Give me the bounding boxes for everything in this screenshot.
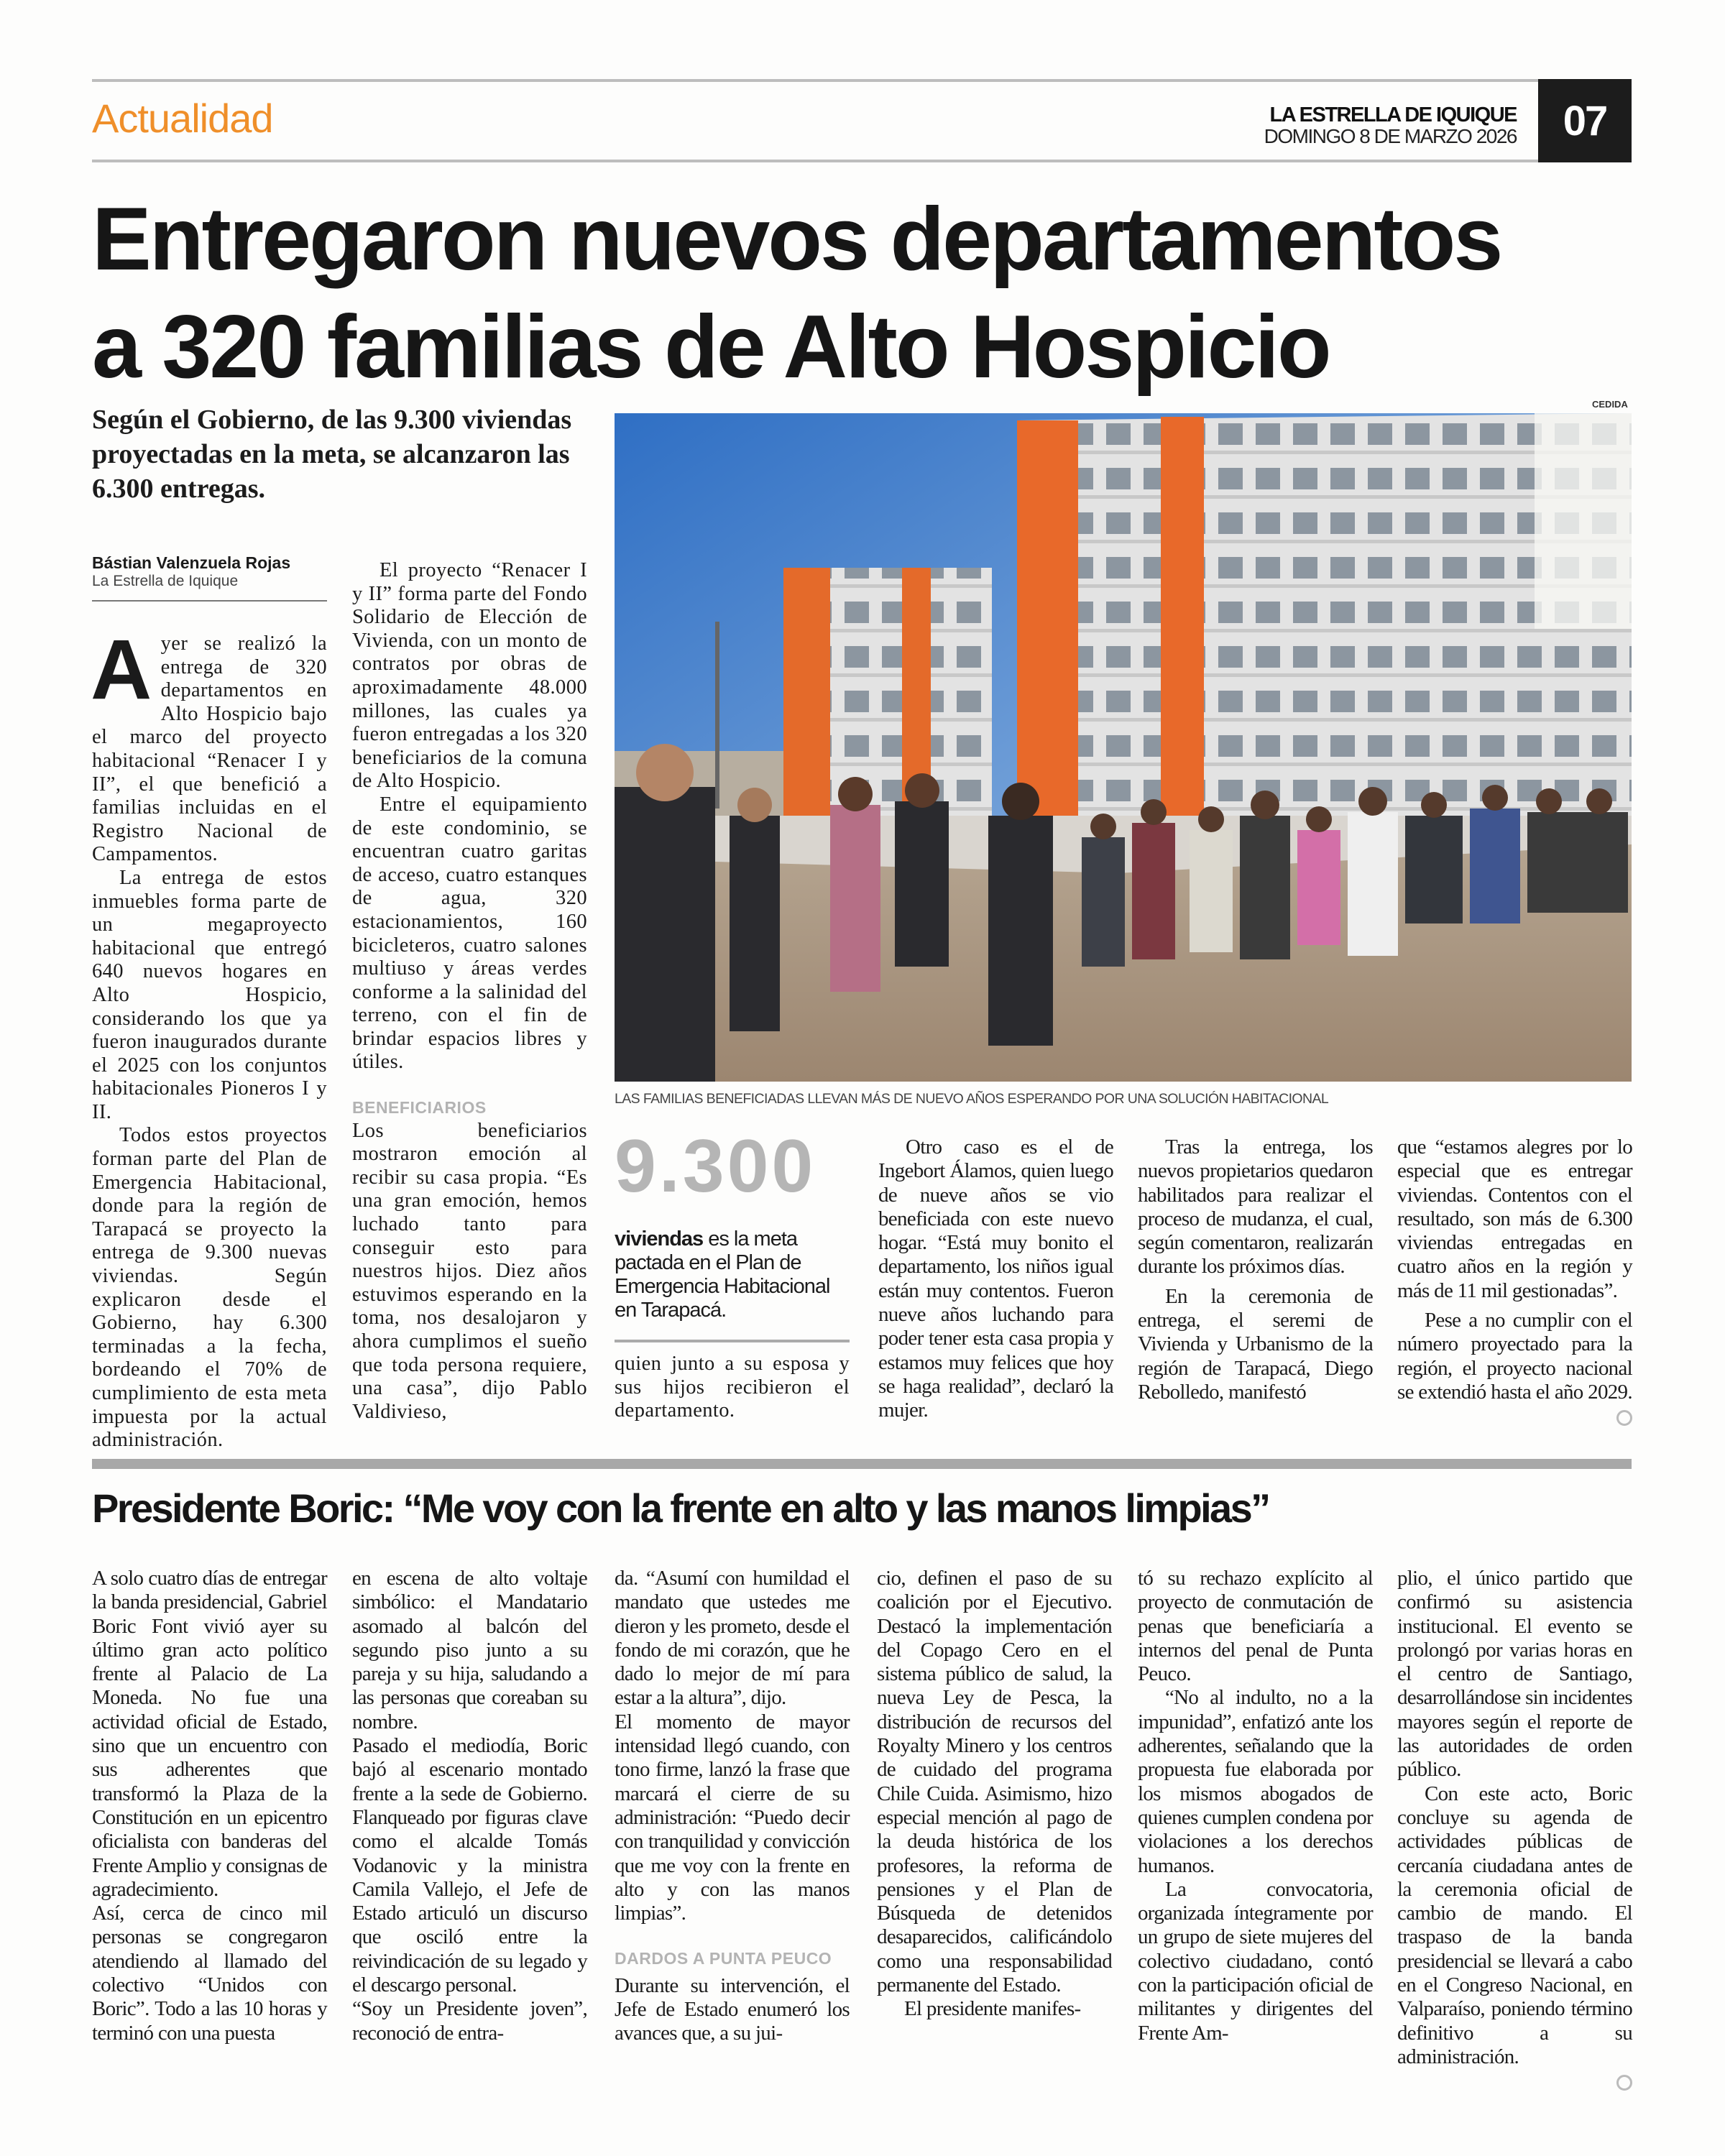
paragraph: Tras la entrega, los nuevos propietarios quedaron habilitados para realizar el proceso de mudanza, el cual, según comentaron, realizarán durante los próximos días.	[1138, 1135, 1373, 1279]
paragraph: Entre el equipamiento de este condominio, se encuentran cuatro garitas de acceso, cuatro estanques de agua, 320 estacionamientos, 160 bicicleteros, cuatro salones multiuso y áreas verdes conforme a la salinidad del terreno, con el fin de brindar espacios libres y útiles.	[352, 793, 587, 1074]
newspaper-name: LA ESTRELLA DE IQUIQUE	[1269, 103, 1517, 126]
article-divider	[92, 1459, 1632, 1469]
article1-column-3	[615, 1353, 850, 1423]
headline-line-1: Entregaron nuevos departamentos	[92, 190, 1501, 289]
stat-text: es la meta pactada en el Plan de Emergencia Habitacional en Tarapacá.	[615, 1227, 830, 1322]
masthead	[1264, 104, 1517, 147]
paragraph: Así, cerca de cinco mil personas se congregaron atendiendo al llamado del colectivo “Unidos con Boric”. Todo a las 10 horas y terminó con una puesta	[92, 1902, 327, 2045]
paragraph: Durante su intervención, el Jefe de Estado enumeró los avances que, a su jui-	[615, 1973, 850, 2045]
news-photo-housing-delivery	[615, 413, 1632, 1082]
paragraph: “No al indulto, no a la impunidad”, enfatizó ante los adherentes, señalando que la propuesta fue elaborada por los mismos abogados de quienes cumplen condena por violaciones a los derechos humanos.	[1138, 1686, 1373, 1877]
drop-cap: A	[91, 622, 152, 717]
paragraph: Otro caso es el de Ingebort Álamos, quien luego de nueve años se vio beneficiada con este nuevo hogar. “Está muy bonito el departamento, los niños igual están muy contentos. Fueron nueve años luchando para poder tener esta casa propia y estamos muy felices que hoy se haga realidad”, declaró la mujer.	[878, 1135, 1113, 1422]
issue-date: DOMINGO 8 DE MARZO 2026	[1264, 125, 1517, 147]
article2-column-4	[877, 1567, 1112, 2022]
paragraph	[1397, 1309, 1632, 1404]
article1-column-4	[878, 1135, 1113, 1423]
paragraph: que “estamos alegres por lo especial que es entregar viviendas. Contentos con el resultado, son más de 6.300 viviendas entregadas en cuatro años en la región y más de 11 mil gestionadas”.	[1397, 1135, 1632, 1302]
paragraph: El momento de mayor intensidad llegó cuando, con tono firme, lanzó la frase que marcará el cierre de su administración: “Puedo decir con tranquilidad y convicción que me voy con la frente en alto y con las manos limpias”.	[615, 1710, 850, 1925]
photo-caption: LAS FAMILIAS BENEFICIADAS LLEVAN MÁS DE NUEVO AÑOS ESPERANDO POR UNA SOLUCIÓN HABITACIONAL	[615, 1091, 1329, 1107]
stat-description	[615, 1227, 850, 1342]
article2-column-3	[615, 1567, 850, 2046]
article2-column-2	[352, 1567, 587, 2045]
author-outlet: La Estrella de Iquique	[92, 573, 239, 589]
paragraph: El proyecto “Renacer I y II” forma parte del Fondo Solidario de Elección de Vivienda, con un monto de contratos por obras de aproximadamente 48.000 millones, las cuales ya fueron entregadas a los 320 beneficiarios de la comuna de Alto Hospicio.	[352, 559, 587, 793]
article2-column-1	[92, 1567, 327, 2045]
paragraph: Con este acto, Boric concluye su agenda de actividades públicas de cercanía ciudadana antes de la ceremonia oficial de cambio de mando. El traspaso de la banda presidencial se llevará a cabo en el Congreso Nacional, en Valparaíso, poniendo término definitivo a su administración.	[1397, 1782, 1632, 2068]
small-building	[783, 568, 992, 819]
paragraph: tó su rechazo explícito al proyecto de conmutación de penas que beneficiaría a internos del penal de Punta Peuco.	[1138, 1567, 1373, 1686]
paragraph: Pasado el mediodía, Boric bajó al escenario montado frente a la sede de Gobierno. Flanqueado por figuras clave como el alcalde Tomás Vodanovic y la ministra Camila Vallejo, el Jefe de Estado articuló un discurso que osciló entre la reivindicación de su legado y el descargo personal.	[352, 1734, 587, 1997]
paragraph: Los beneficiarios mostraron emoción al recibir su casa propia. “Es una gran emoción, hemos luchado tanto para conseguir esto para nuestros hijos. Diez años estuvimos esperando en la toma, nos desalojaron y ahora cumplimos el sueño que toda persona requiere, una casa”, dijo Pablo Valdivieso,	[352, 1119, 587, 1423]
stat-number: 9.300	[615, 1125, 816, 1208]
subheading-beneficiarios: BENEFICIARIOS	[352, 1098, 487, 1118]
paragraph: plio, el único partido que confirmó su asistencia institucional. El evento se prolongó por varias horas en el centro de Santiago, desarrollándose sin incidentes mayores según el reporte de las autoridades de orden público.	[1397, 1567, 1632, 1782]
paragraph: quien junto a su esposa y sus hijos recibieron el departamento.	[615, 1353, 850, 1422]
large-building	[1017, 413, 1632, 816]
article1-column-1	[91, 622, 327, 1452]
paragraph: En la ceremonia de entrega, el seremi de Vivienda y Urbanismo de la región de Tarapacá, Diego Rebolledo, manifestó	[1138, 1284, 1373, 1404]
photo-credit: CEDIDA	[1592, 399, 1628, 410]
article2-column-6	[1397, 1567, 1632, 2091]
article1-column-5	[1138, 1135, 1373, 1404]
top-rule	[92, 79, 1538, 82]
paragraph: cio, definen el paso de su coalición por el Ejecutivo. Destacó la implementación del Copago Cero en el sistema público de salud, la nueva Ley de Pesca, la distribución de recursos del Royalty Minero y los centros de cuidado del programa Chile Cuida. Asimismo, hizo especial mención al pago de la deuda histórica de los profesores, la reforma de pensiones y el Plan de Búsqueda de detenidos desaparecidos, calificándolo como una responsabilidad permanente del Estado.	[877, 1567, 1112, 1997]
article1-column-6	[1397, 1135, 1632, 1426]
author-name: Bástian Valenzuela Rojas	[92, 553, 291, 572]
page-number: 07	[1538, 79, 1632, 162]
end-of-article-icon	[1616, 1410, 1632, 1426]
paragraph: “Soy un Presidente joven”, reconoció de entra-	[352, 1997, 587, 2045]
stat-bold: viviendas	[615, 1227, 704, 1250]
paragraph: La convocatoria, organizada íntegramente por un grupo de siete mujeres del colectivo ciudadano, contó con la participación oficial de militantes y dirigentes del Frente Am-	[1138, 1877, 1373, 2045]
byline	[92, 553, 327, 602]
paragraph: en escena de alto voltaje simbólico: el Mandatario asomado al balcón del segundo piso junto a su pareja y su hija, saludando a las personas que coreaban su nombre.	[352, 1567, 587, 1733]
headline-line-2: a 320 familias de Alto Hospicio	[92, 298, 1330, 397]
article1-column-2	[352, 559, 587, 1424]
main-headline	[92, 185, 1637, 401]
stat-callout	[615, 1127, 850, 1423]
secondary-headline: Presidente Boric: “Me voy con la frente en alto y las manos limpias”	[92, 1485, 1269, 1531]
paragraph: El presidente manifes-	[904, 1997, 1081, 2021]
paragraph: yer se realizó la entrega de 320 departamentos en Alto Hospicio bajo el marco del proyecto habitacional “Renacer I y II”, el que benefició a familias incluidas en el Registro Nacional de Campamentos.	[92, 632, 327, 866]
subtitle: Según el Gobierno, de las 9.300 viviendas proyectadas en la meta, se alcanzaron las 6.300 entregas.	[92, 405, 572, 504]
paragraph: A solo cuatro días de entregar la banda presidencial, Gabriel Boric Font vivió ayer su último gran acto político frente al Palacio de La Moneda. No fue una actividad oficial de Estado, sino que un encuentro con sus adherentes que transformó la Plaza de la Constitución en un epicentro oficialista con banderas del Frente Amplio y consignas de agradecimiento.	[92, 1567, 327, 1901]
section-title: Actualidad	[92, 96, 273, 141]
paragraph: da. “Asumí con humildad el mandato que ustedes me dieron y les prometo, desde el fondo de mi corazón, que he dado lo mejor de mí para estar a la altura”, dijo.	[615, 1567, 850, 1710]
paragraph: La entrega de estos inmuebles forma parte de un megaproyecto habitacional que entregó 640 nuevos hogares en Alto Hospicio, considerando los que ya fueron inaugurados durante el 2025 con los conjuntos habitacionales Pioneros I y II.	[92, 866, 327, 1123]
subheading: DARDOS A PUNTA PEUCO	[615, 1949, 832, 1968]
article2-column-5	[1138, 1567, 1373, 2045]
street-lamp	[715, 622, 719, 808]
header-bottom-rule	[92, 160, 1632, 162]
paragraph-text: Pese a no cumplir con el número proyectado para la región, el proyecto nacional se extendió hasta el año 2029.	[1397, 1309, 1632, 1404]
end-of-article-icon	[1616, 2075, 1632, 2091]
paragraph: Todos estos proyectos forman parte del Plan de Emergencia Habitacional, donde para la región de Tarapacá se proyecto la entrega de 9.300 nuevas viviendas. Según explicaron desde el Gobierno, hay 6.300 terminadas a la fecha, bordeando el 70% de cumplimiento de esta meta impuesta por la actual administración.	[92, 1124, 327, 1452]
